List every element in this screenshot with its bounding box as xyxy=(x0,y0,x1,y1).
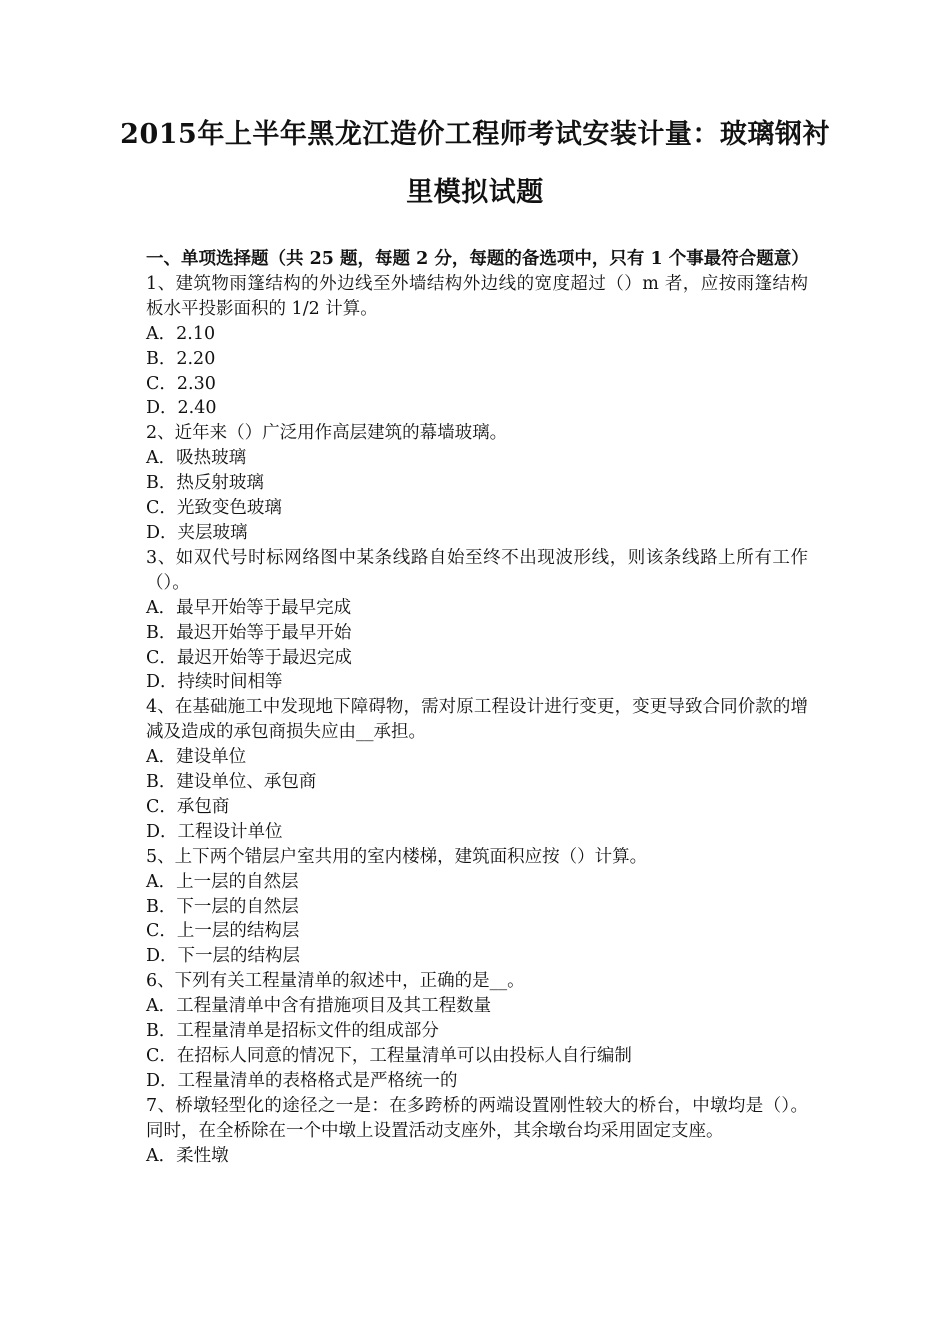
question-5 xyxy=(146,845,808,970)
option-c: C．承包商 xyxy=(146,796,230,817)
document-body xyxy=(146,247,808,1169)
option-d: D．工程设计单位 xyxy=(146,821,283,842)
option-a: A．吸热玻璃 xyxy=(146,448,247,469)
option-a: A．建设单位 xyxy=(146,747,247,768)
option-b: B．下一层的自然层 xyxy=(146,896,299,917)
option-c: C．2.30 xyxy=(146,373,216,394)
question-stem: 4、在基础施工中发现地下障碍物，需对原工程设计进行变更，变更导致合同价款的增减及造成的承包商损失应由__承担。 xyxy=(146,697,808,743)
option-a: A．最早开始等于最早完成 xyxy=(146,597,352,618)
question-stem: 5、上下两个错层户室共用的室内楼梯，建筑面积应按（）计算。 xyxy=(146,846,648,867)
question-1 xyxy=(146,272,808,421)
option-a: A．工程量清单中含有措施项目及其工程数量 xyxy=(146,996,492,1017)
option-c: C．最迟开始等于最迟完成 xyxy=(146,647,352,668)
question-stem: 3、如双代号时标网络图中某条线路自始至终不出现波形线，则该条线路上所有工作（）。 xyxy=(146,547,808,593)
option-b: B．建设单位、承包商 xyxy=(146,772,317,793)
option-d: D．工程量清单的表格格式是严格统一的 xyxy=(146,1070,458,1091)
document-title: 2015年上半年黑龙江造价工程师考试安装计量：玻璃钢衬里模拟试题 xyxy=(120,119,830,208)
option-c: C．在招标人同意的情况下，工程量清单可以由投标人自行编制 xyxy=(146,1046,632,1066)
option-b: B．2.20 xyxy=(146,348,216,369)
option-a: A．上一层的自然层 xyxy=(146,871,299,892)
option-b: B．工程量清单是招标文件的组成部分 xyxy=(146,1021,439,1042)
question-7 xyxy=(146,1094,808,1169)
option-b: B．最迟开始等于最早开始 xyxy=(146,622,352,643)
question-stem: 7、桥墩轻型化的途径之一是：在多跨桥的两端设置刚性较大的桥台，中墩均是（）。同时，在全桥除在一个中墩上设置活动支座外，其余墩台均采用固定支座。 xyxy=(146,1095,808,1141)
option-b: B．热反射玻璃 xyxy=(146,473,264,494)
option-a: A．柔性墩 xyxy=(146,1145,229,1166)
question-stem: 2、近年来（）广泛用作高层建筑的幕墙玻璃。 xyxy=(146,423,508,444)
question-6 xyxy=(146,969,808,1094)
question-2 xyxy=(146,421,808,546)
question-4 xyxy=(146,695,808,844)
option-a: A．2.10 xyxy=(146,323,216,344)
section-heading: 一、单项选择题（共 25 题，每题 2 分，每题的备选项中，只有 1 个事最符合题意） xyxy=(146,249,809,269)
option-c: C．光致变色玻璃 xyxy=(146,498,282,519)
option-d: D．下一层的结构层 xyxy=(146,946,301,967)
question-3 xyxy=(146,546,808,695)
option-c: C．上一层的结构层 xyxy=(146,921,300,942)
option-d: D．夹层玻璃 xyxy=(146,522,248,543)
option-d: D．持续时间相等 xyxy=(146,672,283,693)
option-d: D．2.40 xyxy=(146,398,217,419)
question-stem: 6、下列有关工程量清单的叙述中，正确的是__。 xyxy=(146,971,525,992)
question-stem: 1、建筑物雨篷结构的外边线至外墙结构外边线的宽度超过（）m 者，应按雨篷结构板水平投影面积的 1/2 计算。 xyxy=(146,273,808,319)
